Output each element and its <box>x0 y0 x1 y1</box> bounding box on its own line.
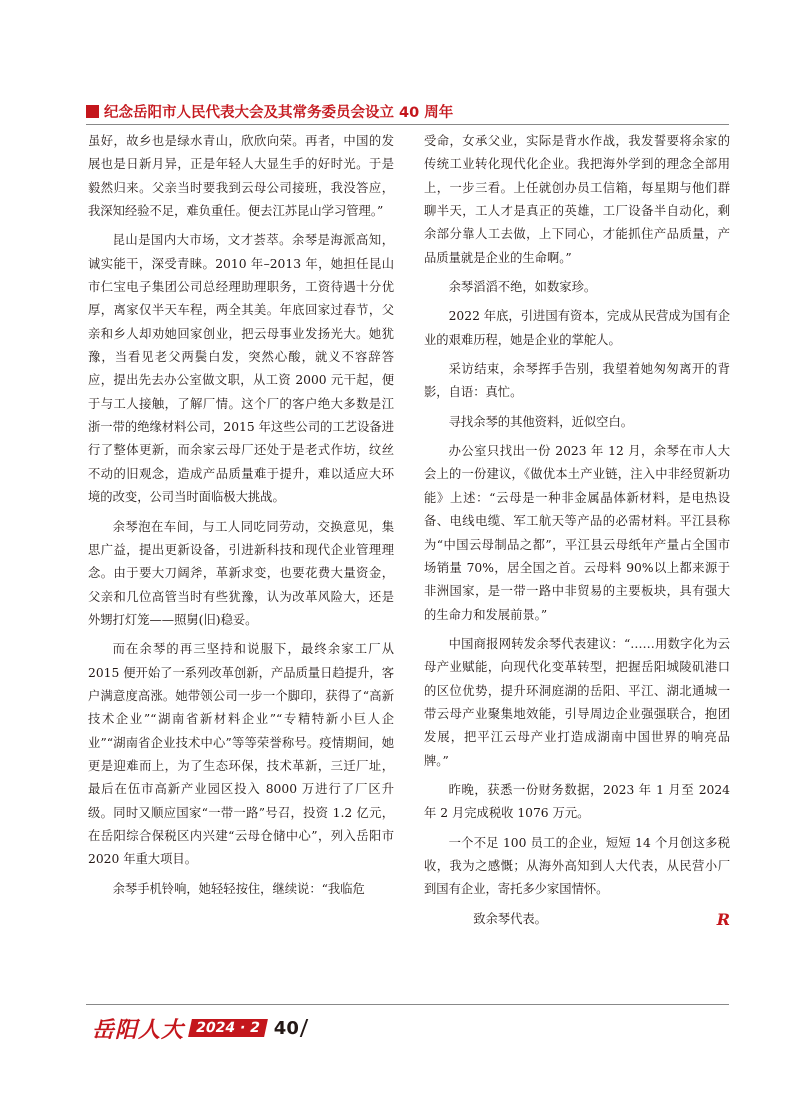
closing-line <box>424 908 730 931</box>
section-title: 纪念岳阳市人民代表大会及其常务委员会设立 40 周年 <box>104 104 454 121</box>
paragraph: 受命，女承父业，实际是背水作战，我发誓要将余家的传统工业转化现代化企业。我把海外学到的理念全部用上，一步三看。上任就创办员工信箱，每星期与他们群聊半天，工人才是真正的英雄，工厂设备半自动化，剩余部分靠人工去做，上下同心，才能抓住产品质量，产品质量就是企业的生命啊。” <box>424 134 730 265</box>
paragraph: 而在余琴的再三坚持和说服下，最终余家工厂从 2015 便开始了一系列改革创新，产品质量日趋提升，客户满意度高涨。她带领公司一步一个脚印，获得了“高新技术企业”“湖南省新材料企业”“专精特新小巨人企业”“湖南省企业技术中心”等等荣誉称号。疫情期间，她更是迎难而上，为了生态环保，技术革新，三迁厂址，最后在伍市高新产业园区投入 8000 万进行了厂区升级。同时又顺应国家“一带一路”号召，投资 1.2 亿元，在岳阳综合保税区内兴建“云母仓储中心”，列入岳阳市 2020 年重大项目。 <box>88 642 394 867</box>
paragraph: 2022 年底，引进国有资本，完成从民营成为国有企业的艰难历程，她是企业的掌舵人。 <box>424 309 730 347</box>
paragraph: 余琴泡在车间，与工人同吃同劳动，交换意见，集思广益，提出更新设备，引进新科技和现代企业管理理念。由于要大刀阔斧，革新求变，也要花费大量资金，父亲和几位高管当时有些犹豫，认为改革风险大，还是外甥打灯笼——照舅(旧)稳妥。 <box>88 519 394 627</box>
section-header <box>86 100 453 122</box>
paragraph: 采访结束，余琴挥手告别，我望着她匆匆离开的背影，自语：真忙。 <box>424 362 730 400</box>
end-mark: R <box>716 909 730 929</box>
issue-badge: 2024 · 2 <box>188 1019 268 1037</box>
page-slash <box>300 1019 309 1037</box>
paragraph: 余琴滔滔不绝，如数家珍。 <box>448 280 597 295</box>
paragraph: 余琴手机铃响，她轻轻按住，继续说：“我临危 <box>112 881 365 896</box>
paragraph: 中国商报网转发余琴代表建议：“……用数字化为云母产业赋能，向现代化变革转型，把握岳阳城陵矶港口的区位优势，提升环洞庭湖的岳阳、平江、湖北通城一带云母产业聚集地效能，引导周边企业强强联合，抱团发展，把平江云母产业打造成湖南中国世界的响亮品牌。” <box>424 636 730 768</box>
paragraph: 寻找余琴的其他资料，近似空白。 <box>448 414 634 429</box>
paragraph: 虽好，故乡也是绿水青山，欣欣向荣。再者，中国的发展也是日新月异，正是年轻人大显生手的好时光。于是毅然归来。父亲当时要我到云母公司接班，我没答应，我深知经验不足，难负重任。便去江苏昆山学习管理。” <box>88 134 394 219</box>
paragraph: 一个不足 100 员工的企业，短短 14 个月创这多税收，我为之感慨；从海外高知到人大代表，从民营小厂到国有企业，寄托多少家国情怀。 <box>424 835 730 897</box>
footer-divider <box>86 1004 729 1005</box>
closing-text: 致余琴代表。 <box>473 911 547 926</box>
paragraph: 昨晚，获悉一份财务数据，2023 年 1 月至 2024 年 2 月完成税收 1076 万元。 <box>424 782 730 821</box>
magazine-name: 岳阳人大 <box>92 1016 185 1043</box>
header-divider <box>86 124 729 125</box>
paragraph: 办公室只找出一份 2023 年 12 月，余琴在市人大会上的一份建议，《做优本土产业链，注入中非经贸新功能》上述：“云母是一种非金属晶体新材料，是电热设备、电线电缆、军工航天等产品的必需材料。平江县称为“中国云母制品之都”，平江县云母纸年产量占全国市场销量 70%，居全国之首。云母料 90%以上都来源于非洲国家，是一带一路中非贸易的主要板块，具有强大的生命力和发展前景。” <box>424 444 730 622</box>
right-column <box>424 130 730 937</box>
page-number: 40 <box>273 1017 299 1039</box>
header-marker <box>86 105 99 118</box>
page-footer <box>92 1013 305 1043</box>
paragraph: 昆山是国内大市场，文才荟萃。余琴是海派高知，诚实能干，深受青睐。2010 年–2013 年，她担任昆山市仁宝电子集团公司总经理助理职务，工资待遇十分优厚，离家仅半天车程，两全其美。年底回家过春节，父亲和乡人却劝她回家创业，把云母事业发扬光大。她犹豫，当看见老父两鬓白发，突然心酸，就义不容辞答应，提出先去办公室做文职，从工资 2000 元干起，便于与工人接触，了解厂情。这个厂的客户绝大多数是江浙一带的绝缘材料公司，2015 年这些公司的工艺设备进行了整体更新，而余家云母厂还处于是老式作坊，纹丝不动的旧观念，造成产品质量难于提升，难以适应大环境的改变，公司当时面临极大挑战。 <box>88 233 394 505</box>
left-column <box>88 130 394 907</box>
